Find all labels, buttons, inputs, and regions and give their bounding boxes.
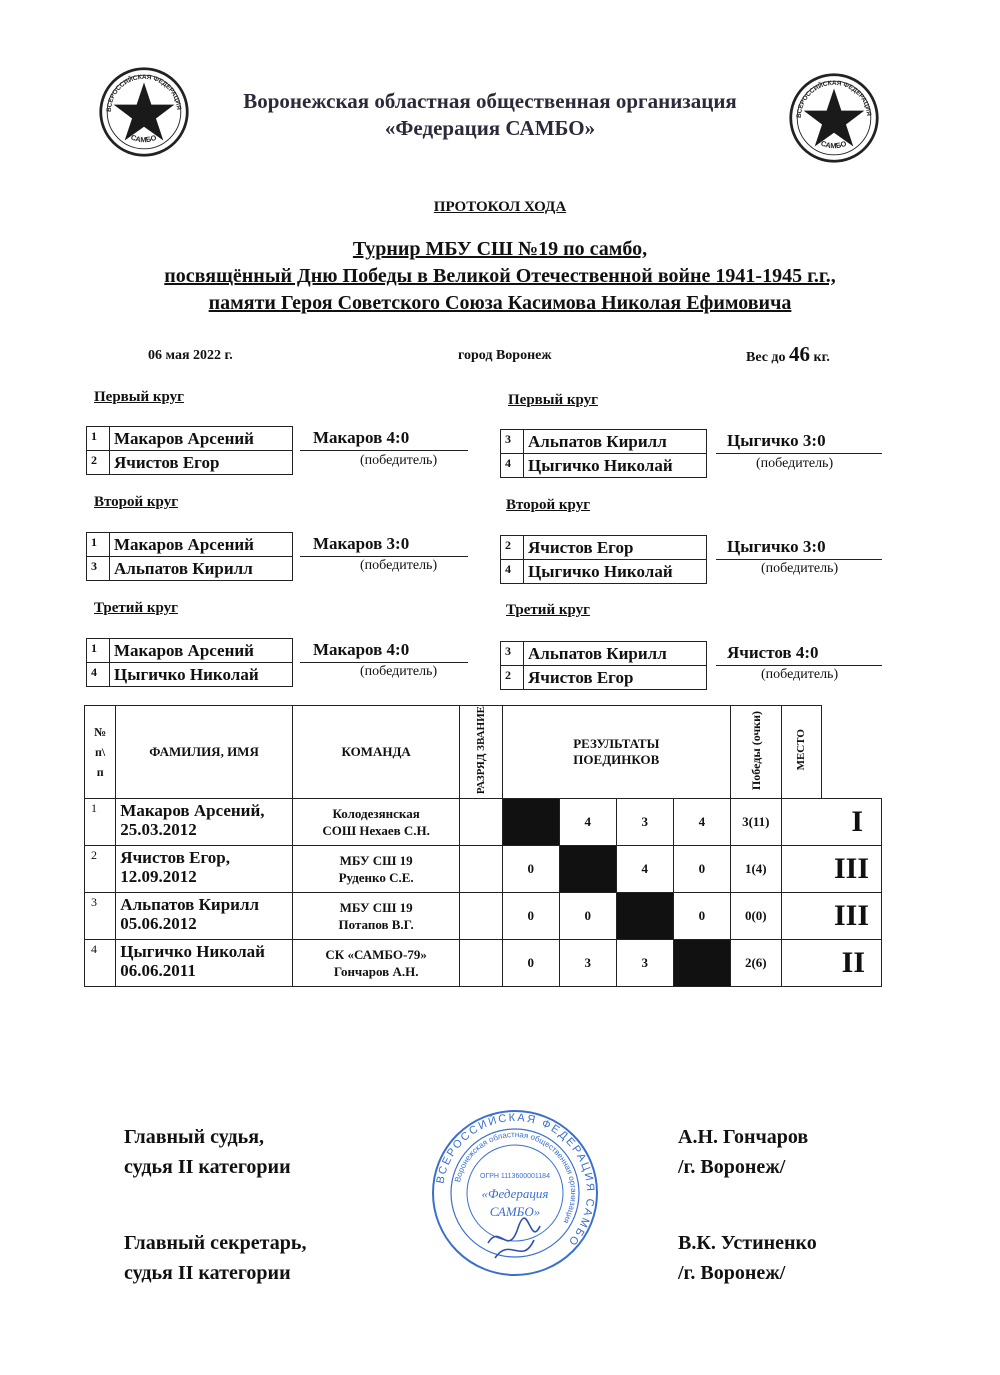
score-cell: 3 (559, 940, 616, 987)
score-cell: 0 (673, 893, 730, 940)
score-cell: 0 (502, 846, 559, 893)
wins-cell: 3(11) (730, 799, 781, 846)
result-line (300, 450, 468, 451)
self-cell (673, 940, 730, 987)
round-1-left-pair (86, 426, 293, 475)
svg-text:Воронежская областная обществе: Воронежская областная общественная организация (453, 1129, 579, 1226)
chief-judge-title: Главный судья, судья II категории (124, 1126, 291, 1178)
svg-text:ВСЕРОССИЙСКАЯ ФЕДЕРАЦИЯ САМБО: ВСЕРОССИЙСКАЯ ФЕДЕРАЦИЯ САМБО (434, 1111, 597, 1249)
fighter-name: Ячистов Егор (524, 666, 707, 690)
row-num: 2 (85, 846, 116, 893)
participant-team: Колодезянская СОШ Нехаев С.Н. (292, 799, 460, 846)
table-row (85, 940, 882, 987)
round-3-right-result: Ячистов 4:0 (727, 643, 819, 662)
svg-text:САМБО: САМБО (819, 138, 848, 151)
header-name: ФАМИЛИЯ, ИМЯ (116, 706, 293, 799)
fighter-name: Альпатов Кирилл (524, 430, 707, 454)
self-cell (502, 799, 559, 846)
table-header-row (85, 706, 882, 799)
participant-team: МБУ СШ 19 Потапов В.Г. (292, 893, 460, 940)
header-wins: Победы (очки) (730, 706, 781, 799)
participant-team: МБУ СШ 19 Руденко С.Е. (292, 846, 460, 893)
header-place: МЕСТО (781, 706, 821, 799)
fighter-num: 2 (87, 451, 110, 475)
row-num: 1 (85, 799, 116, 846)
score-cell: 4 (559, 799, 616, 846)
fighter-name: Цыгичко Николай (110, 663, 293, 687)
weight-class (746, 342, 830, 367)
round-2-right-result: Цыгичко 3:0 (727, 537, 826, 556)
round-1-right-result: Цыгичко 3:0 (727, 431, 826, 450)
svg-text:САМБО»: САМБО» (489, 1204, 541, 1219)
winner-note: (победитель) (761, 667, 839, 682)
fighter-num: 3 (501, 642, 524, 666)
rank-cell (460, 799, 502, 846)
org-line-2: «Федерация САМБО» (384, 116, 596, 140)
round-2-left-pair (86, 532, 293, 581)
place-cell: III (781, 893, 881, 940)
protocol-title: ПРОТОКОЛ ХОДА (433, 199, 567, 215)
result-line (300, 662, 468, 663)
round-3-right-label: Третий круг (506, 602, 590, 618)
results-table (84, 705, 882, 987)
fighter-name: Альпатов Кирилл (110, 557, 293, 581)
participant-team: СК «САМБО-79» Гончаров А.Н. (292, 940, 460, 987)
score-cell: 4 (673, 799, 730, 846)
header-results: РЕЗУЛЬТАТЫ ПОЕДИНКОВ (502, 706, 730, 799)
fighter-num: 1 (87, 533, 110, 557)
score-cell: 0 (502, 940, 559, 987)
round-2-right-pair (500, 535, 707, 584)
self-cell (559, 846, 616, 893)
fighter-num: 4 (501, 454, 524, 478)
participant-name: Макаров Арсений, 25.03.2012 (116, 799, 293, 846)
federation-logo-right (788, 72, 880, 164)
rank-cell (460, 940, 502, 987)
fighter-num: 4 (87, 663, 110, 687)
self-cell (616, 893, 673, 940)
tournament-title (0, 236, 1000, 317)
fighter-name: Ячистов Егор (110, 451, 293, 475)
score-cell: 0 (502, 893, 559, 940)
round-3-left-label: Третий круг (94, 600, 178, 616)
row-num: 3 (85, 893, 116, 940)
fighter-num: 4 (501, 560, 524, 584)
weight-prefix: Вес до (746, 350, 786, 365)
fighter-num: 3 (87, 557, 110, 581)
chief-secretary-name: В.К. Устиненко /г. Воронеж/ (678, 1232, 817, 1284)
participant-name: Альпатов Кирилл 05.06.2012 (116, 893, 293, 940)
svg-text:САМБО: САМБО (129, 132, 158, 145)
round-3-right-pair (500, 641, 707, 690)
row-num: 4 (85, 940, 116, 987)
event-date: 06 мая 2022 г. (148, 348, 233, 363)
chief-judge-name: А.Н. Гончаров /г. Воронеж/ (678, 1126, 809, 1178)
fighter-num: 1 (87, 427, 110, 451)
round-2-left-label: Второй круг (94, 494, 179, 510)
fighter-name: Цыгичко Николай (524, 560, 707, 584)
round-1-left-result: Макаров 4:0 (313, 428, 410, 447)
fighter-num: 3 (501, 430, 524, 454)
score-cell: 0 (673, 846, 730, 893)
wins-cell: 2(6) (730, 940, 781, 987)
winner-note: (победитель) (360, 558, 438, 573)
official-stamp (430, 1108, 600, 1278)
wins-cell: 0(0) (730, 893, 781, 940)
svg-text:ОГРН 1113600001184: ОГРН 1113600001184 (480, 1173, 550, 1180)
round-3-left-result: Макаров 4:0 (313, 640, 410, 659)
fighter-num: 2 (501, 536, 524, 560)
tournament-line-3: памяти Героя Советского Союза Касимова Николая Ефимовича (208, 292, 792, 314)
score-cell: 0 (559, 893, 616, 940)
score-cell: 3 (616, 799, 673, 846)
participant-name: Ячистов Егор, 12.09.2012 (116, 846, 293, 893)
organization-name (200, 88, 780, 142)
fighter-name: Макаров Арсений (110, 639, 293, 663)
svg-text:«Федерация: «Федерация (481, 1186, 549, 1201)
fighter-name: Альпатов Кирилл (524, 642, 707, 666)
result-line (716, 453, 882, 454)
header-num: № п\ п (85, 706, 116, 799)
fighter-num: 2 (501, 666, 524, 690)
table-row (85, 893, 882, 940)
svg-text:ВСЕРОССИЙСКАЯ ФЕДЕРАЦИЯ: ВСЕРОССИЙСКАЯ ФЕДЕРАЦИЯ (105, 73, 183, 113)
rank-cell (460, 893, 502, 940)
svg-text:ВСЕРОССИЙСКАЯ ФЕДЕРАЦИЯ: ВСЕРОССИЙСКАЯ ФЕДЕРАЦИЯ (795, 79, 873, 119)
round-3-left-pair (86, 638, 293, 687)
round-1-right-label: Первый круг (508, 392, 598, 408)
result-line (716, 665, 882, 666)
rank-cell (460, 846, 502, 893)
winner-note: (победитель) (360, 453, 438, 468)
header-rank: РАЗРЯД ЗВАНИЕ (460, 706, 502, 799)
header-team: КОМАНДА (292, 706, 460, 799)
wins-cell: 1(4) (730, 846, 781, 893)
round-1-left-label: Первый круг (94, 389, 184, 405)
fighter-num: 1 (87, 639, 110, 663)
fighter-name: Макаров Арсений (110, 427, 293, 451)
event-city: город Воронеж (458, 348, 552, 363)
chief-secretary-title: Главный секретарь, судья II категории (124, 1232, 307, 1284)
result-line (716, 559, 882, 560)
participant-name: Цыгичко Николай 06.06.2011 (116, 940, 293, 987)
org-line-1: Воронежская областная общественная организация (243, 89, 737, 113)
place-cell: II (781, 940, 881, 987)
place-cell: III (781, 846, 881, 893)
federation-logo-left (98, 66, 190, 158)
tournament-line-1: Турнир МБУ СШ №19 по самбо, (352, 238, 648, 260)
fighter-name: Цыгичко Николай (524, 454, 707, 478)
result-line (300, 556, 468, 557)
score-cell: 4 (616, 846, 673, 893)
table-row (85, 799, 882, 846)
round-2-left-result: Макаров 3:0 (313, 534, 410, 553)
winner-note: (победитель) (761, 561, 839, 576)
winner-note: (победитель) (756, 456, 834, 471)
fighter-name: Ячистов Егор (524, 536, 707, 560)
round-2-right-label: Второй круг (506, 497, 591, 513)
table-row (85, 846, 882, 893)
score-cell: 3 (616, 940, 673, 987)
fighter-name: Макаров Арсений (110, 533, 293, 557)
place-cell: I (781, 799, 881, 846)
winner-note: (победитель) (360, 664, 438, 679)
round-1-right-pair (500, 429, 707, 478)
weight-unit: кг. (813, 350, 830, 365)
weight-value: 46 (789, 342, 811, 366)
tournament-line-2: посвящённый Дню Победы в Великой Отечественной войне 1941-1945 г.г., (164, 265, 836, 287)
